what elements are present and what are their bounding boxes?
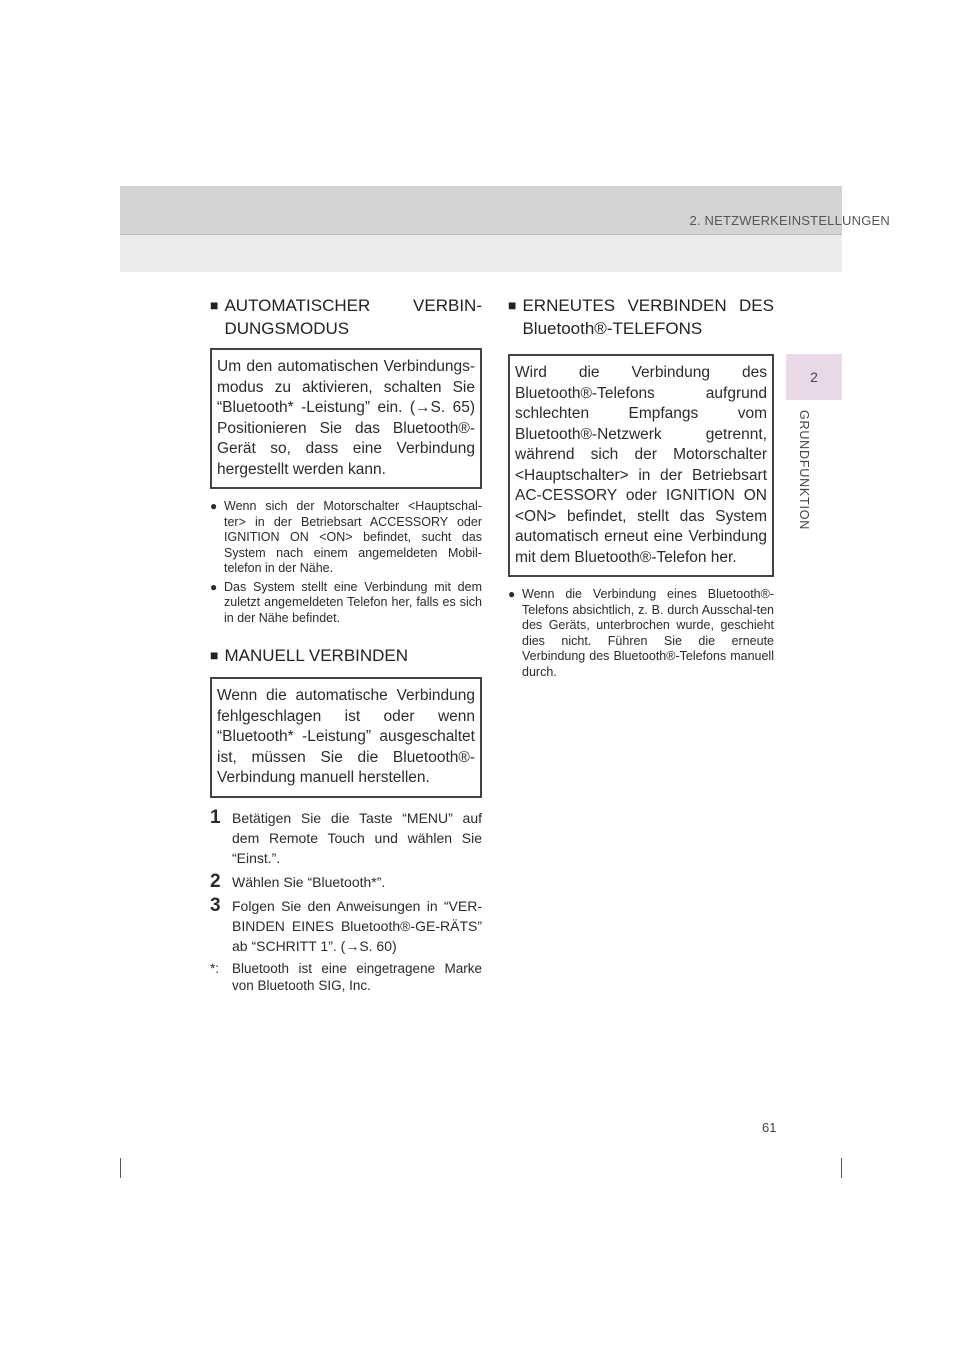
bullet-text: Wenn sich der Motorschalter <Hauptschal-ter> in der Betriebsart ACCESSORY oder IGNITION ON <ON> befindet, sucht das System nach einem angemeldeten Mobil-telefon in der Nähe.	[224, 499, 482, 575]
crop-mark-bottom-right-v	[841, 1158, 842, 1178]
crop-mark-bottom-left-v	[120, 1158, 121, 1178]
square-bullet-icon: ■	[210, 297, 219, 313]
step-2	[210, 872, 482, 892]
step-1	[210, 808, 482, 868]
manual-connect-info-box: Wenn die automatische Verbindung fehlgeschlagen ist oder wenn “Bluetooth* -Leistung” ausgeschaltet ist, müssen Sie die Bluetooth®-Verbindung manuell herstellen.	[210, 677, 482, 798]
page-number: 61	[762, 1120, 777, 1135]
auto-mode-info-box: Um den automatischen Verbindungs-modus zu aktivieren, schalten Sie “Bluetooth* -Leistung” ein. (→S. 65) Positionieren Sie das Bluetooth®-Gerät so, dass eine Verbindung hergestellt werden kann.	[210, 348, 482, 489]
bullet-dot-icon: ●	[210, 579, 218, 594]
manual-connect-heading-text: MANUELL VERBINDEN	[224, 646, 409, 665]
auto-mode-heading	[210, 294, 482, 340]
step-text: Betätigen Sie die Taste “MENU” auf dem Remote Touch und wählen Sie “Einst.”.	[232, 809, 482, 866]
list-item	[508, 587, 774, 680]
auto-mode-heading-text: AUTOMATISCHER VERBIN-DUNGSMODUS	[224, 296, 482, 338]
bullet-text: Das System stellt eine Verbindung mit dem zuletzt angemeldeten Telefon her, falls es sich in der Nähe befindet.	[224, 579, 482, 625]
bullet-text: Wenn die Verbindung eines Bluetooth®-Telefons absichtlich, z. B. durch Ausschal-ten des Geräts, unterbrochen wurde, geschieht dies nicht. Führen Sie die erneute Verbindung des Bluetooth®-Telefons manuell durch.	[522, 587, 774, 679]
auto-mode-bullets	[210, 499, 482, 626]
step-number: 3	[210, 894, 221, 916]
header-band	[120, 186, 842, 272]
right-column	[508, 294, 774, 692]
header-divider	[120, 234, 842, 235]
step-3	[210, 896, 482, 956]
step-text: Folgen Sie den Anweisungen in “VER-BINDEN EINES Bluetooth®-GE-RÄTS” ab “SCHRITT 1”. (→S. 60)	[232, 897, 482, 954]
chapter-tab-number: 2	[810, 369, 818, 385]
reconnect-heading-text: ERNEUTES VERBINDEN DES Bluetooth®-TELEFONS	[522, 296, 774, 338]
list-item	[210, 499, 482, 577]
chapter-side-label: GRUNDFUNKTION	[797, 410, 811, 531]
step-number: 1	[210, 806, 221, 828]
section-header-title: 2. NETZWERKEINSTELLUNGEN	[689, 213, 890, 228]
bullet-dot-icon: ●	[508, 587, 516, 601]
reconnect-heading	[508, 294, 774, 340]
step-text: Wählen Sie “Bluetooth*”.	[232, 873, 386, 890]
bullet-dot-icon: ●	[210, 499, 218, 513]
chapter-tab	[786, 354, 842, 400]
square-bullet-icon: ■	[508, 297, 517, 313]
trademark-footnote	[210, 960, 482, 994]
footnote-text: Bluetooth ist eine eingetragene Marke von Bluetooth SIG, Inc.	[232, 960, 482, 993]
list-item	[210, 580, 482, 627]
left-column	[210, 294, 482, 994]
reconnect-bullets	[508, 587, 774, 680]
square-bullet-icon: ■	[210, 647, 219, 663]
manual-connect-heading	[210, 644, 482, 667]
reconnect-info-box: Wird die Verbindung des Bluetooth®-Telefons aufgrund schlechten Empfangs vom Bluetooth®-Netzwerk getrennt, während sich der Motorschalter <Hauptschalter> in der Betriebsart AC-CESSORY oder IGNITION ON <ON> befindet, stellt das System automatisch erneut eine Verbindung mit dem Bluetooth®-Telefon her.	[508, 354, 774, 577]
footnote-mark: *:	[210, 960, 220, 976]
step-number: 2	[210, 870, 221, 892]
